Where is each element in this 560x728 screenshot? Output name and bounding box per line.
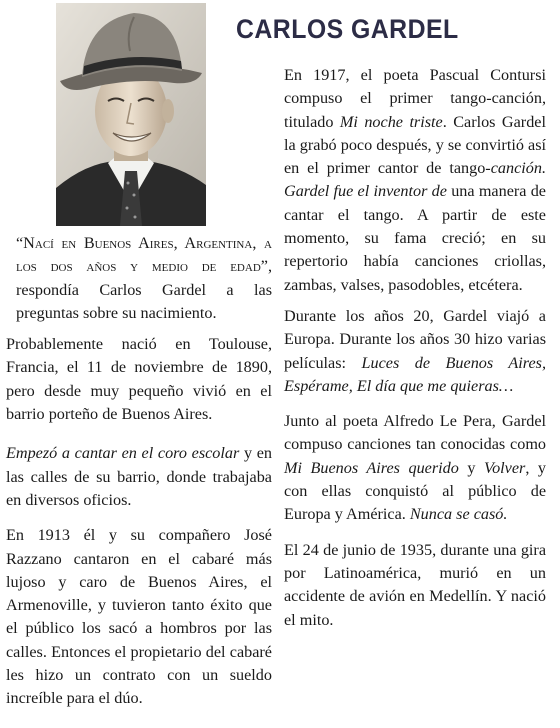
first-tango-italic: canción. Gardel fue el inventor de bbox=[284, 159, 546, 201]
films-text: Durante los años 20, Gardel viajó a Europa. Durante los años 30 hizo varias películas: bbox=[284, 306, 546, 372]
page-title: CARLOS GARDEL bbox=[236, 14, 459, 44]
paragraph-razzano: En 1913 él y su compañero José Razzano cantaron en el cabaré más lujoso y caro de Buenos Aires, el Armenoville, y tuvieron tanto éxito que el público los sacó a hombros por las calles. Entonces el propietario del cabaré les hizo un contrato con un sueldo increíble para el dúo. bbox=[6, 526, 272, 708]
birth-quote-context: respondía Carlos Gardel a las preguntas sobre su nacimiento. bbox=[16, 280, 272, 322]
song-title-volver: Volver bbox=[483, 458, 526, 477]
portrait-photo bbox=[56, 3, 206, 226]
paragraph-films bbox=[284, 305, 546, 398]
paragraph-first-tango bbox=[284, 64, 546, 297]
early-singing-rest: y en las calles de su barrio, donde trabajaba en diversos oficios. bbox=[6, 444, 273, 509]
paragraph-early-singing bbox=[6, 442, 272, 512]
first-tango-text-b: . Carlos Gardel la grabó poco después, y se convirtió así en el primer cantor de tango- bbox=[284, 112, 546, 178]
paragraph-birthplace: Probablemente nació en Toulouse, Francia, el 11 de noviembre de 1890, pero desde muy pequeño vivió en el barrio porteño de Buenos Aires. bbox=[6, 335, 272, 424]
le-pera-text-a: Junto al poeta Alfredo Le Pera, Gardel compuso canciones tan conocidas como bbox=[284, 412, 546, 454]
never-married: Nunca se casó. bbox=[409, 505, 508, 524]
song-title-mi-buenos-aires: Mi Buenos Aires querido bbox=[284, 458, 459, 477]
left-column bbox=[6, 232, 272, 711]
right-column bbox=[284, 64, 546, 632]
first-tango-text-c: una manera de cantar el tango. A partir de este momento, su fama creció; en su repertorio había canciones criollas, zambas, valses, pasodobles, etcétera. bbox=[284, 182, 546, 294]
portrait-illustration bbox=[56, 3, 206, 226]
film-titles: Luces de Buenos Aires, Espérame, El día que me quieras… bbox=[284, 353, 546, 395]
paragraph-death: El 24 de junio de 1935, durante una gira por Latinoamérica, murió en un accidente de avión en Medellín. Y nació el mito. bbox=[284, 540, 546, 629]
song-title-mi-noche-triste: Mi noche triste bbox=[339, 112, 443, 131]
le-pera-text-c: , y con ellas conquistó al público de Europa y América. bbox=[284, 458, 547, 524]
le-pera-text-b: y bbox=[458, 458, 484, 477]
paragraph-le-pera bbox=[284, 410, 546, 526]
first-tango-text-a: En 1917, el poeta Pascual Contursi compuso el primer tango-canción, titulado bbox=[284, 66, 546, 131]
birth-quote: “Nací en Buenos Aires, Argentina, a los dos años y medio de edad”, bbox=[16, 234, 272, 276]
early-singing-italic: Empezó a cantar en el coro escolar bbox=[6, 444, 240, 463]
paragraph-birth-quote bbox=[6, 232, 272, 325]
